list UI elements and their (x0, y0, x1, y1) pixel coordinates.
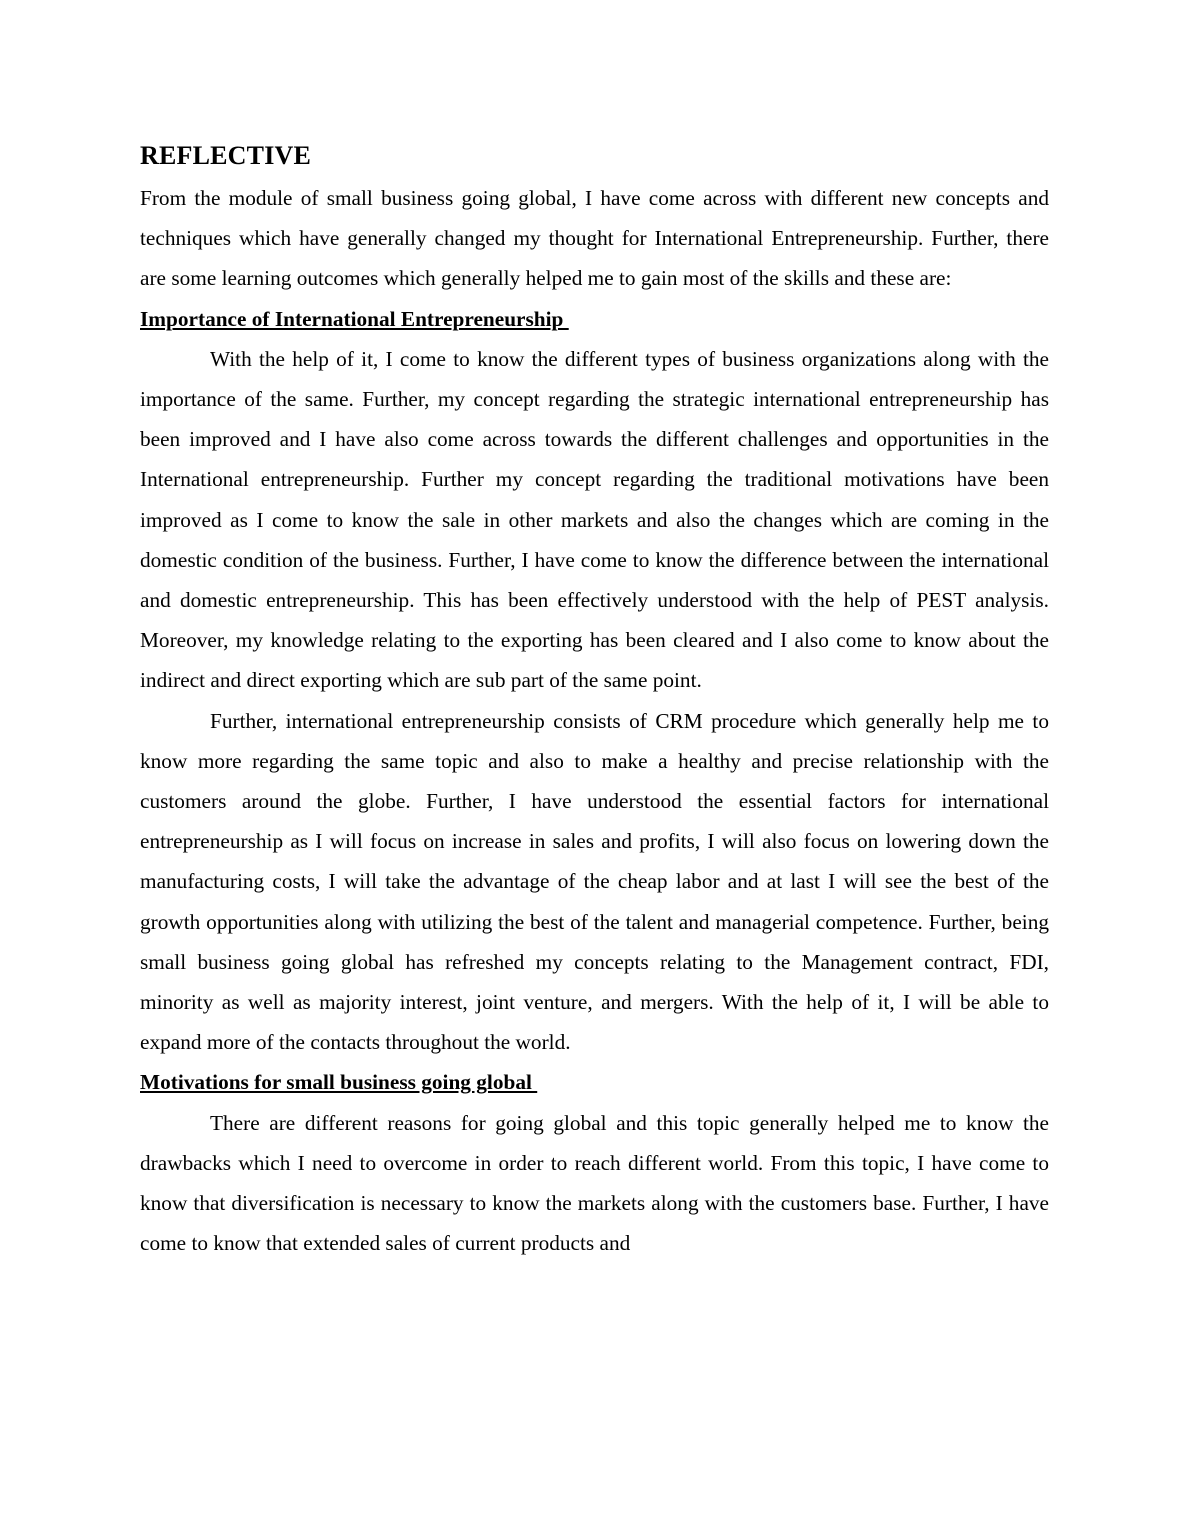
section-heading-importance: Importance of International Entrepreneurship (140, 306, 569, 331)
document-page (140, 138, 1049, 1263)
paragraph-motivations-1: There are different reasons for going global and this topic generally helped me to know the drawbacks which I need to overcome in order to reach different world. From this topic, I have come to know that diversification is necessary to know the markets along with the customers base. Further, I have come to know that extended sales of current products and (140, 1110, 1049, 1256)
paragraph-importance-2: Further, international entrepreneurship consists of CRM procedure which generally help me to know more regarding the same topic and also to make a healthy and precise relationship with the customers around the globe. Further, I have understood the essential factors for international entrepreneurship as I will focus on increase in sales and profits, I will also focus on lowering down the manufacturing costs, I will take the advantage of the cheap labor and at last I will see the best of the growth opportunities along with utilizing the best of the talent and managerial competence. Further, being small business going global has refreshed my concepts relating to the Management contract, FDI, minority as well as majority interest, joint venture, and mergers. With the help of it, I will be able to expand more of the contacts throughout the world. (140, 708, 1049, 1055)
section-heading-motivations: Motivations for small business going global (140, 1070, 538, 1095)
paragraph-importance-1: With the help of it, I come to know the different types of business organizations along with the importance of the same. Further, my concept regarding the strategic international entrepreneurship has been improved and I have also come across towards the different challenges and opportunities in the International entrepreneurship. Further my concept regarding the traditional motivations have been improved as I come to know the sale in other markets and also the changes which are coming in the domestic condition of the business. Further, I have come to know the difference between the international and domestic entrepreneurship. This has been effectively understood with the help of PEST analysis. Moreover, my knowledge relating to the exporting has been cleared and I also come to know about the indirect and direct exporting which are sub part of the same point. (140, 346, 1049, 693)
document-title: REFLECTIVE (140, 141, 312, 170)
intro-paragraph: From the module of small business going global, I have come across with different new concepts and techniques which have generally changed my thought for International Entrepreneurship. Further, there are some learning outcomes which generally helped me to gain most of the skills and these are: (140, 186, 1049, 291)
